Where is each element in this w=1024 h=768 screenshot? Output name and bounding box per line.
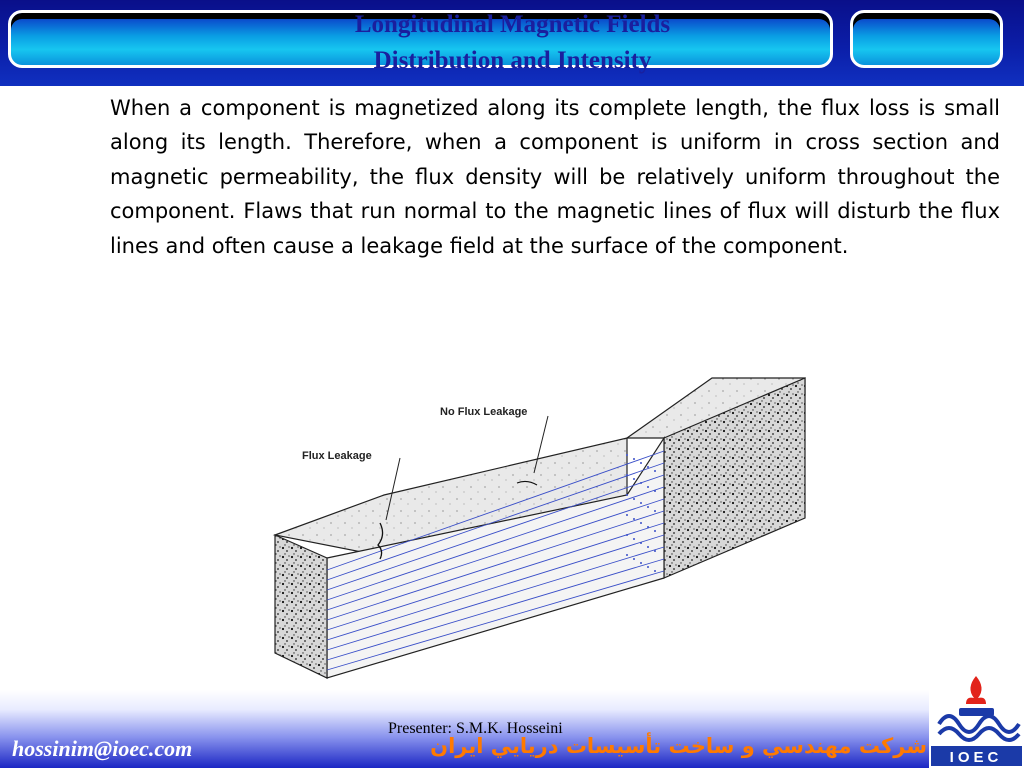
corner-banner	[850, 10, 1003, 68]
company-name: شركت مهندسي و ساخت تأسيسات دريايي ايران	[430, 734, 927, 758]
title-line-1: Longitudinal Magnetic Fields	[354, 11, 671, 38]
logo-text: IOEC	[949, 749, 1003, 766]
ioec-logo	[929, 672, 1024, 768]
bar-end-face	[275, 535, 327, 678]
logo-icon	[929, 672, 1024, 768]
label-no-flux-leakage: No Flux Leakage	[440, 406, 528, 418]
title-line-2: Distribution and Intensity	[373, 47, 652, 74]
body-paragraph: When a component is magnetized along its complete length, the flux loss is small along its length. Therefore, when a component is uniform in cross section and magnetic permeability, the flux density will be relatively uniform throughout the component. Flaws that run normal to the magnetic lines of flux will disturb the flux lines and often cause a leakage field at the surface of the component.	[110, 96, 1000, 258]
label-flux-leakage: Flux Leakage	[302, 450, 372, 462]
magnetized-bar-figure	[272, 375, 812, 683]
bar-illustration	[272, 375, 812, 683]
presenter-name: S.M.K. Hosseini	[455, 720, 563, 737]
contact-email[interactable]: hossinim@ioec.com	[12, 736, 193, 761]
slide-title	[200, 7, 825, 79]
presenter-prefix: Presenter:	[388, 720, 452, 737]
header-band	[0, 0, 1024, 86]
